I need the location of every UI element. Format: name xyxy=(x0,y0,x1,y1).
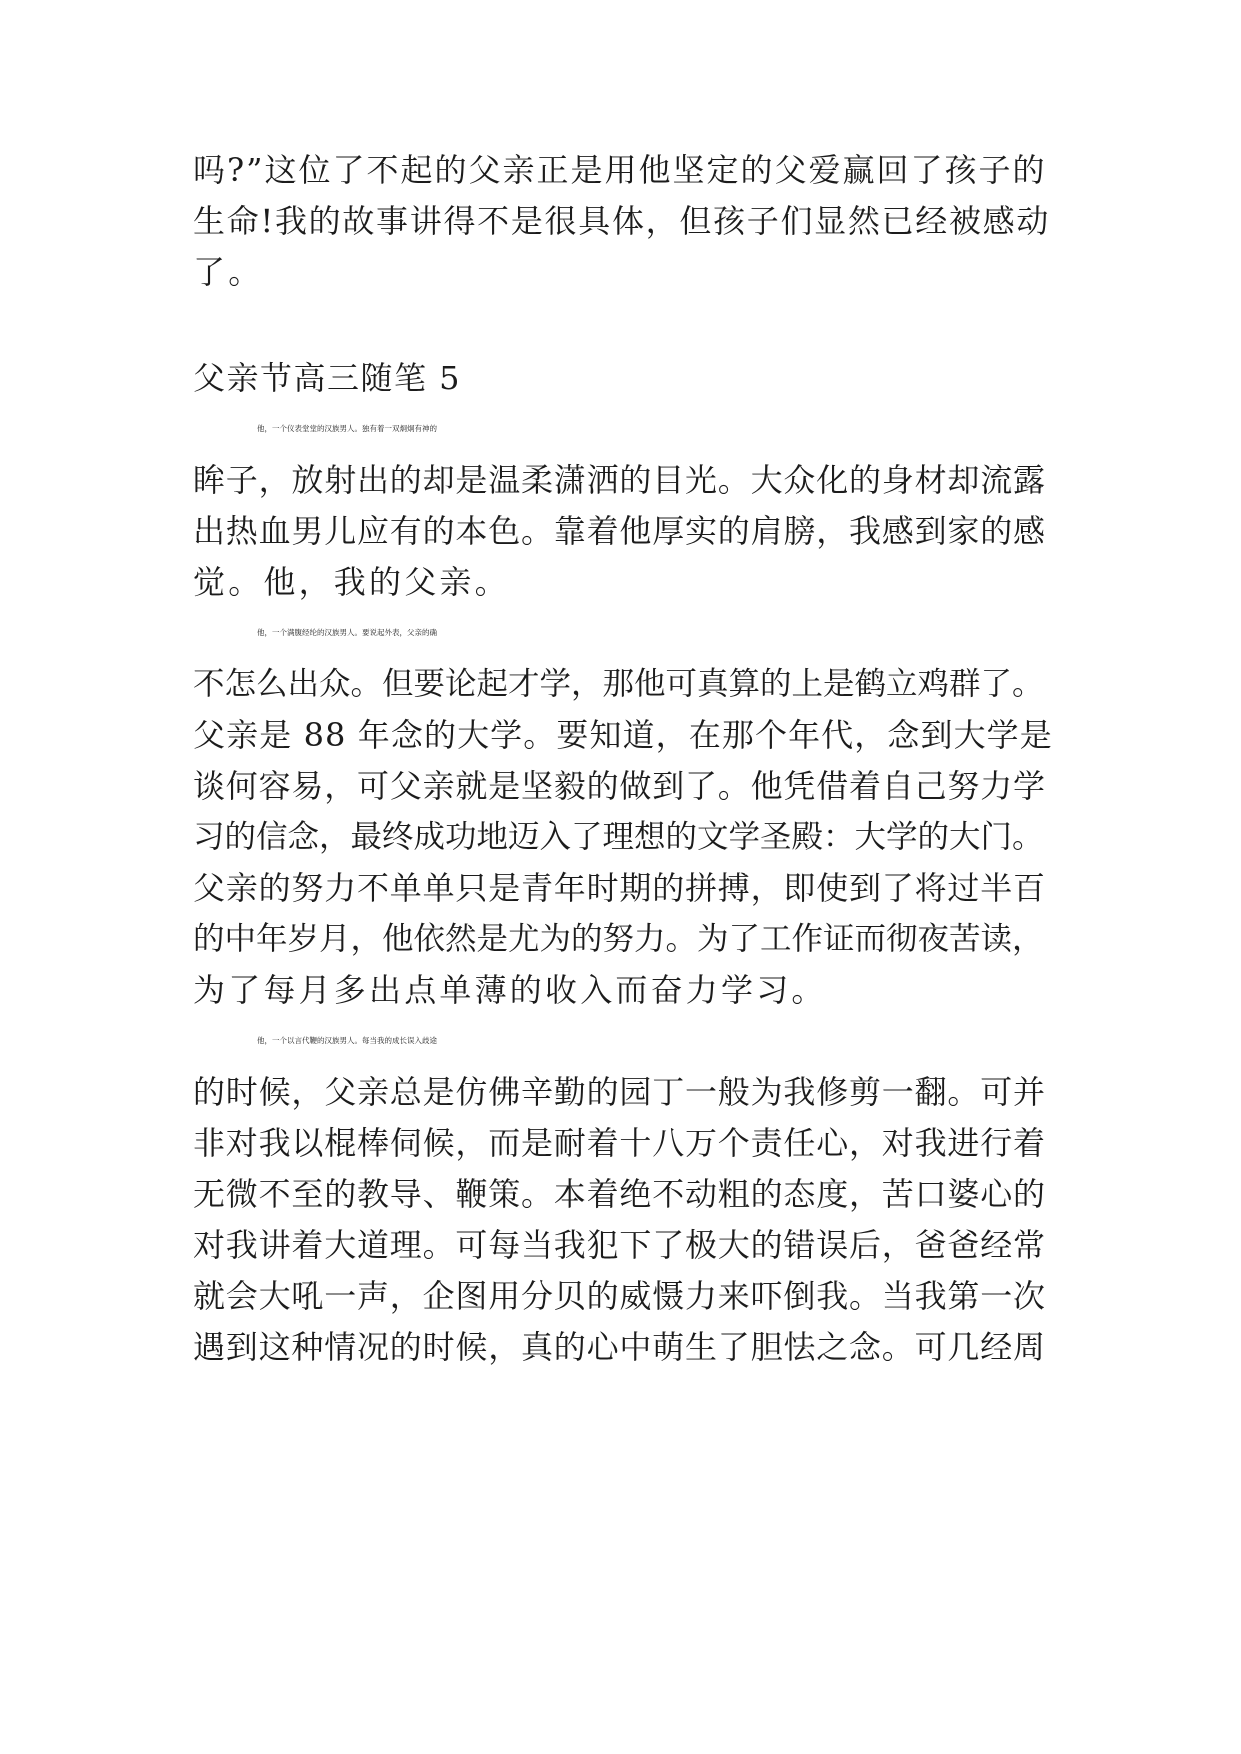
paragraph-3-line-3: 非对我以棍棒伺候，而是耐着十八万个责任心，对我进行着 xyxy=(193,1124,1046,1162)
paragraph-2-line-8: 为了每月多出点单薄的收入而奋力学习。 xyxy=(193,971,827,1009)
paragraph-3-line-7: 遇到这种情况的时候，真的心中萌生了胆怯之念。可几经周 xyxy=(193,1328,1046,1366)
paragraph-1-line-1: 他，一个仪表堂堂的汉族男人。独有着一双炯炯有神的 xyxy=(257,424,437,433)
paragraph-2-line-5: 习的信念，最终成功地迈入了理想的文学圣殿：大学的大门。 xyxy=(193,819,1044,855)
paragraph-3-line-1: 他，一个以言代鞭的汉族男人。每当我的成长误入歧途 xyxy=(257,1036,437,1045)
paragraph-2-line-3: 父亲是 88 年念的大学。要知道，在那个年代，念到大学是 xyxy=(193,716,1053,754)
paragraph-1-line-4: 觉。他，我的父亲。 xyxy=(193,563,510,601)
paragraph-3-line-6: 就会大吼一声，企图用分贝的威慑力来吓倒我。当我第一次 xyxy=(193,1277,1046,1315)
paragraph-2-line-2: 不怎么出众。但要论起才学，那他可真算的上是鹤立鸡群了。 xyxy=(193,666,1044,702)
paragraph-1-line-2: 眸子，放射出的却是温柔潇洒的目光。大众化的身材却流露 xyxy=(193,461,1046,499)
paragraph-1-line-3: 出热血男儿应有的本色。靠着他厚实的肩膀，我感到家的感 xyxy=(193,512,1046,550)
intro-line-2: 生命!我的故事讲得不是很具体，但孩子们显然已经被感动 xyxy=(193,202,1051,240)
paragraph-2-line-6: 父亲的努力不单单只是青年时期的拼搏，即使到了将过半百 xyxy=(193,869,1046,907)
paragraph-2-line-1: 他，一个满腹经纶的汉族男人。要说起外表，父亲的确 xyxy=(257,628,437,637)
paragraph-2-line-7: 的中年岁月，他依然是尤为的努力。为了工作证而彻夜苦读， xyxy=(193,921,1044,957)
intro-line-1: 吗?”这位了不起的父亲正是用他坚定的父爱赢回了孩子的 xyxy=(193,151,1047,189)
section-title: 父亲节高三随笔 5 xyxy=(193,359,462,397)
paragraph-3-line-2: 的时候，父亲总是仿佛辛勤的园丁一般为我修剪一翻。可并 xyxy=(193,1073,1046,1111)
paragraph-3-line-4: 无微不至的教导、鞭策。本着绝不动粗的态度，苦口婆心的 xyxy=(193,1175,1046,1213)
paragraph-3-line-5: 对我讲着大道理。可每当我犯下了极大的错误后，爸爸经常 xyxy=(193,1226,1046,1264)
paragraph-2-line-4: 谈何容易，可父亲就是坚毅的做到了。他凭借着自己努力学 xyxy=(193,767,1046,805)
intro-line-3: 了。 xyxy=(193,253,264,291)
